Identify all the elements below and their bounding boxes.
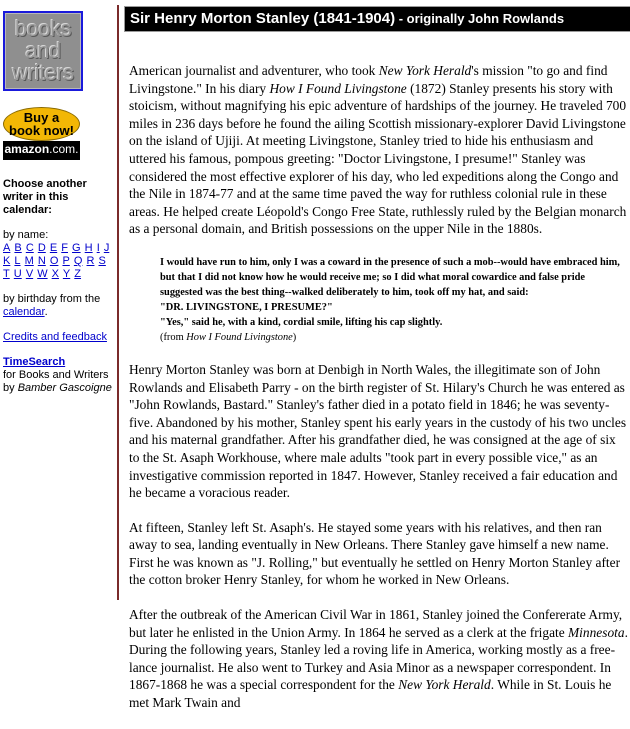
letter-link-z[interactable]: Z [74, 268, 82, 280]
amazon-buy-button[interactable] [3, 107, 81, 161]
amazon-line-1: Buy a [23, 110, 60, 125]
letter-link-a[interactable]: A [3, 242, 11, 254]
newspaper-title: New York Herald [398, 677, 491, 693]
letter-link-d[interactable]: D [37, 242, 46, 254]
letter-link-q[interactable]: Q [73, 255, 83, 267]
timesearch-author-line [3, 382, 115, 395]
amazon-tld: .com. [49, 142, 79, 156]
letter-link-t[interactable]: T [3, 268, 10, 280]
newspaper-title: New York Herald [378, 63, 472, 78]
sidebar-divider [117, 5, 119, 600]
page-title-name: Sir Henry Morton Stanley (1841-1904) [130, 10, 396, 27]
book-title: How I Found Livingstone [186, 331, 293, 343]
amazon-oval [3, 107, 80, 141]
letter-link-k[interactable]: K [3, 255, 11, 267]
letter-link-v[interactable]: V [25, 268, 34, 280]
letter-link-o[interactable]: O [49, 255, 59, 267]
text-run: (1872) Stanley presents his story with stoicism, without magnifying his epic adventure of hardships of the journey. He traveled 700 miles in 236 days before he found the ailing Scottish missionary-explorer David Livingstone on the island of Ujiji. At meeting Livingstone, Stanley tried to hide his enthusiasm and uttered his famous, pompous greeting: "Doctor Livingstone, I presume!" Stanley was considered the most effective explorer of his day, who led expeditions along the Congo and the Nile in 1874-77 and at the same time paved the way for ruthless colonial rule in these areas. He helped create Léopold's Congo Free State, ruthlessly ruled by the Belgian monarch as a personal domain, and British possessions on the upper Nile in the 1880s. [129, 80, 627, 237]
block-quote [160, 255, 628, 345]
letter-link-i[interactable]: I [96, 242, 100, 254]
quote-text: I would have run to him, only I was a coward in the presence of such a mob--would have embraced him, but that I did not know how he would receive me; so I did what moral cowardice and false pride suggested was the best thing--walked deliberately to him, took off my hat, and said: [160, 256, 620, 298]
timesearch-link[interactable]: TimeSearch [3, 356, 66, 368]
books-and-writers-logo[interactable] [3, 11, 83, 91]
letter-link-l[interactable]: L [14, 255, 21, 267]
text-run: ) [292, 331, 297, 343]
calendar-link[interactable]: calendar [3, 306, 45, 318]
alphabet-index [3, 242, 115, 281]
text-run: . While in St. Louis he met Mark Twain and [129, 677, 612, 711]
letter-link-n[interactable]: N [37, 255, 46, 267]
letter-link-j[interactable]: J [103, 242, 110, 254]
letter-link-c[interactable]: C [25, 242, 34, 254]
sidebar [0, 0, 116, 600]
letter-link-s[interactable]: S [98, 255, 106, 267]
text-run: American journalist and adventurer, who took [129, 63, 379, 78]
quote-line-reply: "Yes," said he, with a kind, cordial smile, lifting his cap slightly. [160, 316, 443, 328]
article-paragraph-3: At fifteen, Stanley left St. Asaph's. He stayed some years with his relatives, and then ran away to sea, landing eventually in New Orleans. There Stanley gave himself a new name. First he was known as "J. Rolling," but eventually he settled on Henry Morton Stanley after the cotton broker Henry Stanley, for whom he worked in New Orleans. [129, 519, 621, 588]
credits-feedback-link[interactable]: Credits and feedback [3, 331, 107, 343]
quote-citation [160, 332, 296, 343]
logo-line-writers: writers [12, 60, 74, 85]
by-name-label: by name: [3, 229, 49, 241]
letter-link-m[interactable]: M [24, 255, 34, 267]
by-birthday-suffix: . [44, 306, 48, 318]
timesearch-author: Bamber Gascoigne [17, 382, 112, 394]
letter-link-b[interactable]: B [14, 242, 22, 254]
letter-link-p[interactable]: P [62, 255, 70, 267]
by-birthday-text [3, 293, 115, 319]
ship-name: Minnesota [568, 624, 625, 640]
article-paragraph-2: Henry Morton Stanley was born at Denbigh in North Wales, the illegitimate son of John Rowlands and Elisabeth Parry - on the birth register of St. Hilary's Church he was entered as "John Rowlands, Bastard." Stanley's father died in a potato field in 1846; he was seventy-five. Abandoned by his mother, Stanley spent his early years in the custody of his two uncles and his maternal grandfather. After his grandfather died, he was consigned at the age of six to the St. Asaph Workhouse, where male adults "took part in every possible vice," as an investigative commission reported in 1847. However, Stanley received a fair education and he became a voracious reader. [129, 361, 627, 501]
article-paragraph-1 [129, 62, 628, 238]
choose-writer-heading: Choose another writer in this calendar: [3, 178, 87, 216]
page-title-subtitle: - originally John Rowlands [395, 11, 565, 26]
by-birthday-prefix: by birthday from the [3, 293, 101, 305]
quote-line-presume: "DR. LIVINGSTONE, I PRESUME?" [160, 301, 333, 313]
amazon-line-2: book now! [9, 123, 74, 138]
text-run: After the outbreak of the American Civil War in 1861, Stanley joined the Confererate Army, but later he enlisted in the Union Army. In 1864 he served as a clerk at the frigate [129, 607, 623, 640]
text-run: 's mission "to go and find Livingstone." In his diary [129, 63, 608, 96]
timesearch-by: by [3, 382, 18, 394]
logo-line-and: and [25, 38, 61, 63]
letter-link-r[interactable]: R [86, 255, 95, 267]
letter-link-g[interactable]: G [72, 242, 81, 254]
sidebar-navigation [3, 178, 115, 395]
letter-link-x[interactable]: X [51, 268, 60, 280]
amazon-logo [3, 141, 80, 160]
letter-link-w[interactable]: W [37, 268, 48, 280]
text-run: (from [160, 331, 187, 343]
book-title: How I Found Livingstone [269, 80, 407, 96]
logo-line-books: books [14, 16, 72, 41]
article-paragraph-4 [129, 606, 628, 712]
letter-link-e[interactable]: E [49, 242, 58, 254]
article-body [129, 62, 628, 729]
text-run: . During the following years, Stanley led a roving life in America, working mostly as a free-lance journalist. He also went to Turkey and Asia Minor as a newspaper correspondent. In 1867-1868 he was a special correspondent for the [129, 624, 628, 693]
letter-link-h[interactable]: H [84, 242, 93, 254]
timesearch-description: for Books and Writers [3, 369, 109, 381]
letter-link-f[interactable]: F [61, 242, 68, 254]
letter-link-u[interactable]: U [13, 268, 22, 280]
page-title [124, 6, 630, 32]
letter-link-y[interactable]: Y [62, 268, 71, 280]
amazon-brand: amazon [4, 142, 50, 156]
